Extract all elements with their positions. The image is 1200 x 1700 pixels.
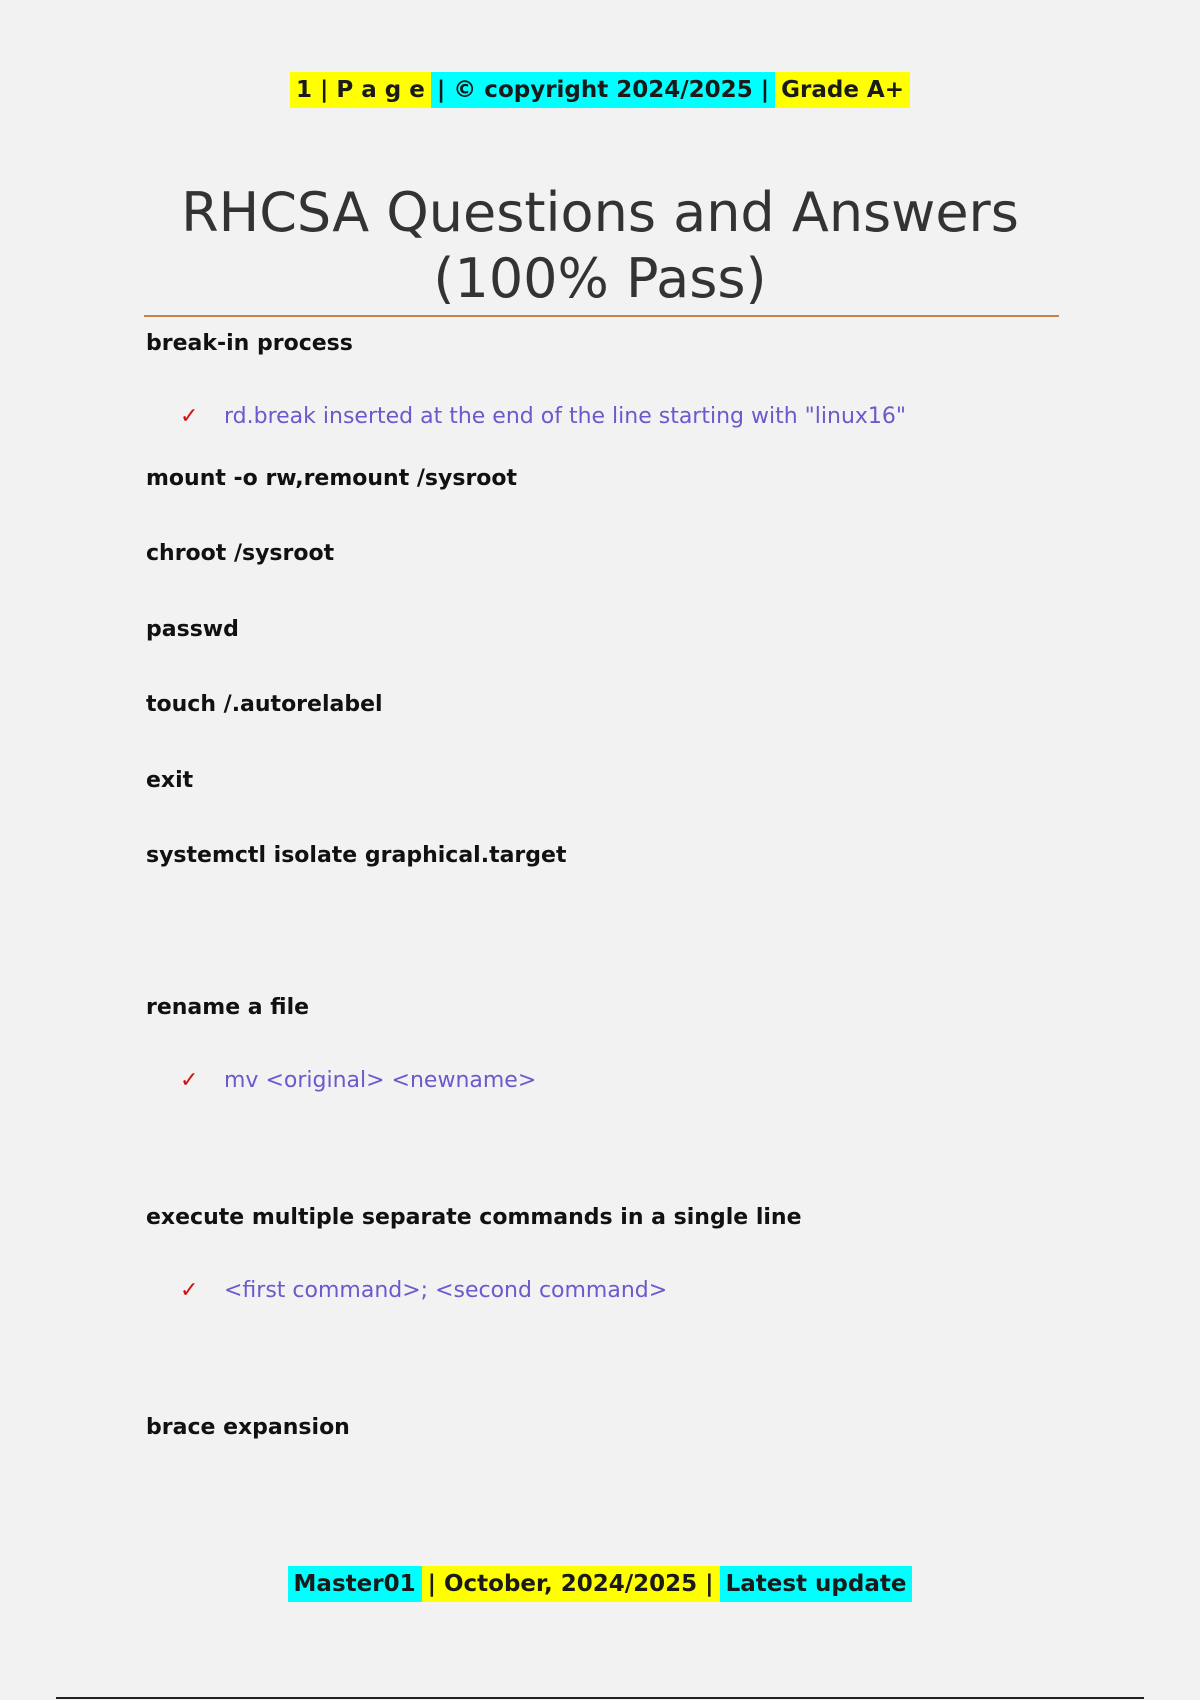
document-title xyxy=(145,180,1055,312)
title-divider xyxy=(144,315,1059,317)
checkmark-icon: ✓ xyxy=(180,404,199,429)
command-line: mount -o rw,remount /sysroot xyxy=(146,466,518,491)
command-line: exit xyxy=(146,768,194,793)
question-rename-file: rename a file xyxy=(146,995,310,1020)
answer-break-in xyxy=(180,404,906,429)
answer-text: rd.break inserted at the end of the line starting with "linux16" xyxy=(224,404,907,429)
answer-rename-file xyxy=(180,1068,536,1093)
page-footer xyxy=(0,1566,1200,1602)
answer-multiple-commands xyxy=(180,1278,667,1303)
page-number: 1 | P a g e xyxy=(290,72,431,108)
title-line-1: RHCSA Questions and Answers xyxy=(181,181,1019,244)
grade-badge: Grade A+ xyxy=(775,72,910,108)
copyright-notice: | © copyright 2024/2025 | xyxy=(431,72,775,108)
command-line: passwd xyxy=(146,617,239,642)
question-brace-expansion: brace expansion xyxy=(146,1415,350,1440)
date-label: | October, 2024/2025 | xyxy=(422,1566,720,1602)
checkmark-icon: ✓ xyxy=(180,1278,199,1303)
checkmark-icon: ✓ xyxy=(180,1068,199,1093)
title-line-2: (100% Pass) xyxy=(433,247,767,310)
question-multiple-commands: execute multiple separate commands in a single line xyxy=(146,1205,802,1230)
author-label: Master01 xyxy=(288,1566,422,1602)
command-line: touch /.autorelabel xyxy=(146,692,383,717)
command-line: systemctl isolate graphical.target xyxy=(146,843,567,868)
question-break-in: break-in process xyxy=(146,331,353,356)
answer-text: mv <original> <newname> xyxy=(224,1068,537,1093)
command-line: chroot /sysroot xyxy=(146,541,335,566)
page-header xyxy=(0,72,1200,108)
update-label: Latest update xyxy=(720,1566,913,1602)
answer-text: <first command>; <second command> xyxy=(224,1278,668,1303)
footer-divider xyxy=(56,1697,1144,1699)
